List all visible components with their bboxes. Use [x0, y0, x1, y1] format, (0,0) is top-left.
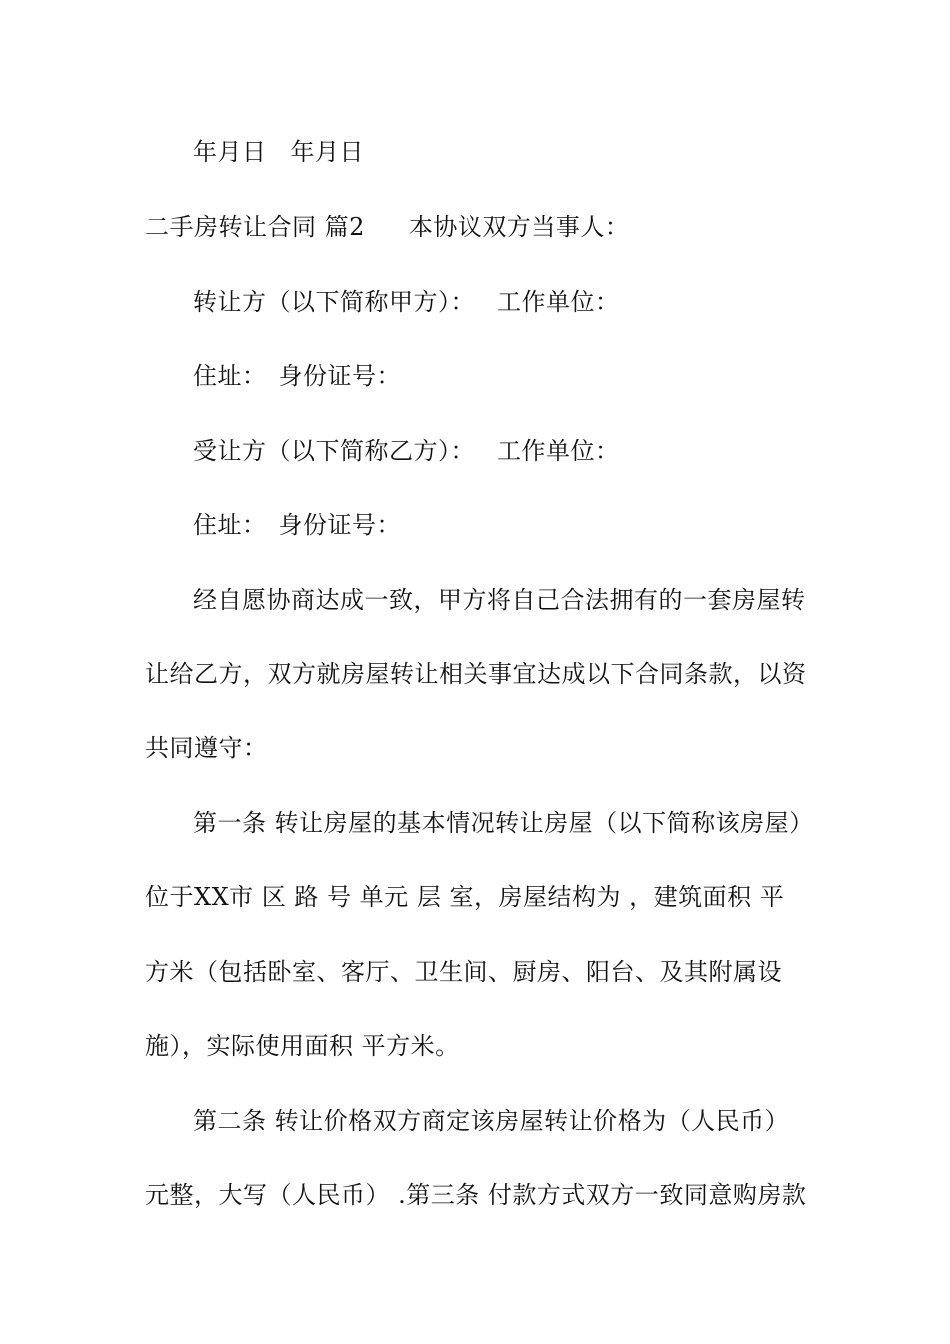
transferor-address: 住址：: [193, 362, 267, 390]
article-2-line: 元整，大写（人民币） .第三条 付款方式双方一致同意购房款: [145, 1181, 807, 1209]
transferee-id-number: 身份证号：: [278, 511, 401, 539]
transferor-line: [193, 287, 873, 317]
article-1-line: 第一条 转让房屋的基本情况转让房屋（以下简称该房屋）: [193, 809, 814, 837]
transferee-label: 受让方（以下简称乙方）：: [193, 437, 475, 465]
article-1-line: 位于XX市 区 路 号 单元 层 室，房屋结构为 ，建筑面积 平: [145, 883, 785, 911]
transferor-label: 转让方（以下简称甲方）：: [193, 288, 475, 316]
transferee-address: 住址：: [193, 511, 267, 539]
transferee-line: [193, 436, 873, 466]
date-2: 年月日: [290, 138, 364, 166]
intro-paragraph-line: 共同遵守：: [145, 734, 268, 762]
heading-line: [145, 212, 825, 242]
date-line: [193, 137, 873, 167]
intro-paragraph-line: 经自愿协商达成一致，甲方将自己合法拥有的一套房屋转: [193, 586, 806, 614]
date-1: 年月日: [193, 138, 267, 166]
article-1-line: 方米（包括卧室、客厅、卫生间、厨房、阳台、及其附属设: [145, 958, 782, 986]
transferor-address-line: [193, 361, 873, 391]
document-title: 二手房转让合同 篇2: [145, 213, 365, 241]
transferor-id-number: 身份证号：: [278, 362, 401, 390]
parties-intro: 本协议双方当事人：: [408, 213, 630, 241]
transferee-address-line: [193, 510, 873, 540]
transferee-work-unit: 工作单位：: [497, 437, 620, 465]
article-1-line: 施），实际使用面积 平方米。: [145, 1032, 460, 1060]
article-2-line: 第二条 转让价格双方商定该房屋转让价格为（人民币）: [193, 1107, 790, 1135]
intro-paragraph-line: 让给乙方，双方就房屋转让相关事宜达成以下合同条款，以资: [145, 660, 807, 688]
transferor-work-unit: 工作单位：: [497, 288, 620, 316]
